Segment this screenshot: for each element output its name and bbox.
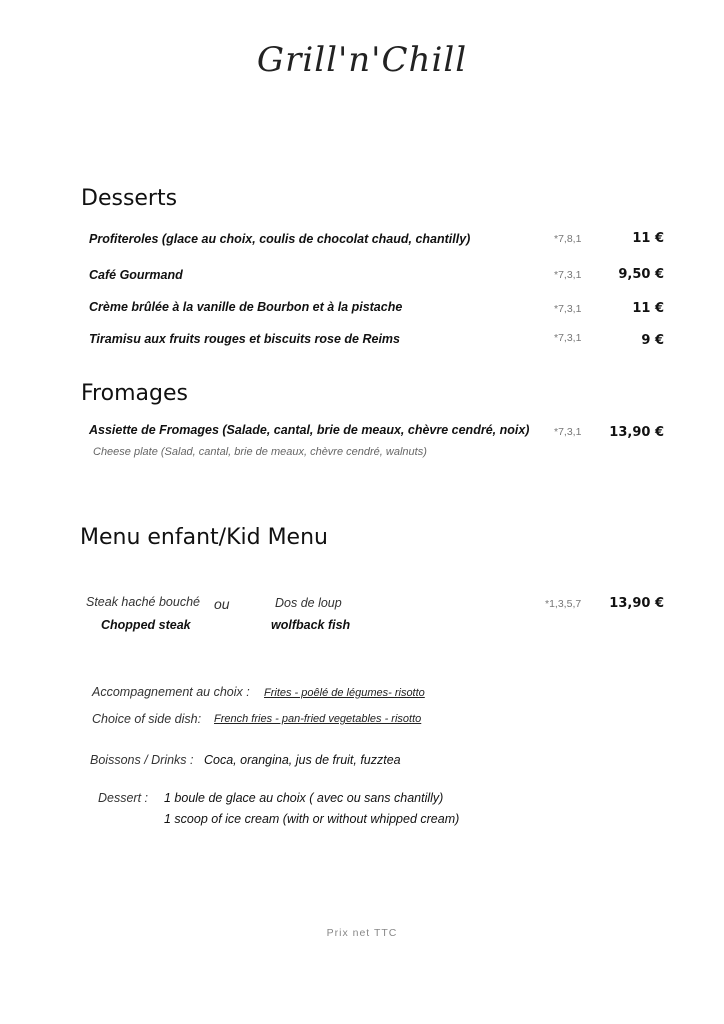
dessert-item-price: 11 € [632, 301, 664, 316]
kids-dessert-en: 1 scoop of ice cream (with or without whipped cream) [164, 812, 460, 826]
drinks-options: Coca, orangina, jus de fruit, fuzztea [204, 753, 401, 767]
kids-main-option-2: Dos de loup [275, 596, 342, 610]
dessert-item-price: 11 € [632, 231, 664, 246]
kids-main-option-1-en: Chopped steak [101, 618, 191, 632]
dessert-item-allergens: *7,3,1 [554, 269, 582, 281]
restaurant-logo: Grill'n'Chill [256, 40, 468, 80]
dessert-item-name: Café Gourmand [89, 268, 183, 282]
cheese-plate-allergens: *7,3,1 [554, 426, 582, 438]
dessert-item-allergens: *7,8,1 [554, 233, 582, 245]
dessert-item-name: Crème brûlée à la vanille de Bourbon et à la pistache [89, 300, 403, 314]
dessert-item-name: Tiramisu aux fruits rouges et biscuits rose de Reims [89, 332, 400, 346]
side-dish-options-fr: Frites - poêlé de légumes- risotto [264, 687, 425, 699]
price-note: Prix net TTC [326, 927, 398, 939]
side-dish-options-en: French fries - pan-fried vegetables - risotto [214, 713, 422, 725]
kids-menu-price: 13,90 € [609, 596, 664, 611]
dessert-item-price: 9,50 € [618, 267, 664, 282]
cheese-plate-price: 13,90 € [609, 425, 664, 440]
cheese-plate-name: Assiette de Fromages (Salade, cantal, brie de meaux, chèvre cendré, noix) [89, 423, 530, 437]
dessert-item-name: Profiteroles (glace au choix, coulis de chocolat chaud, chantilly) [89, 232, 471, 246]
drinks-label: Boissons / Drinks : [90, 753, 194, 767]
dessert-item-allergens: *7,3,1 [554, 332, 582, 344]
kids-main-option-2-en: wolfback fish [271, 618, 351, 632]
dessert-item-price: 9 € [641, 333, 664, 348]
side-dish-label-fr: Accompagnement au choix : [92, 685, 250, 699]
dessert-label: Dessert : [98, 791, 149, 805]
dessert-item-allergens: *7,3,1 [554, 303, 582, 315]
side-dish-label-en: Choice of side dish: [92, 712, 202, 726]
cheese-plate-translation: Cheese plate (Salad, cantal, brie de meaux, chèvre cendré, walnuts) [93, 446, 427, 458]
desserts-title: Desserts [81, 186, 178, 211]
or-separator: ou [214, 596, 230, 612]
kids-menu-title: Menu enfant/Kid Menu [80, 525, 328, 550]
kids-main-option-1: Steak haché bouché [86, 595, 200, 609]
fromages-title: Fromages [81, 381, 188, 406]
kids-dessert-fr: 1 boule de glace au choix ( avec ou sans chantilly) [164, 791, 444, 805]
kids-menu-allergens: *1,3,5,7 [545, 598, 582, 610]
